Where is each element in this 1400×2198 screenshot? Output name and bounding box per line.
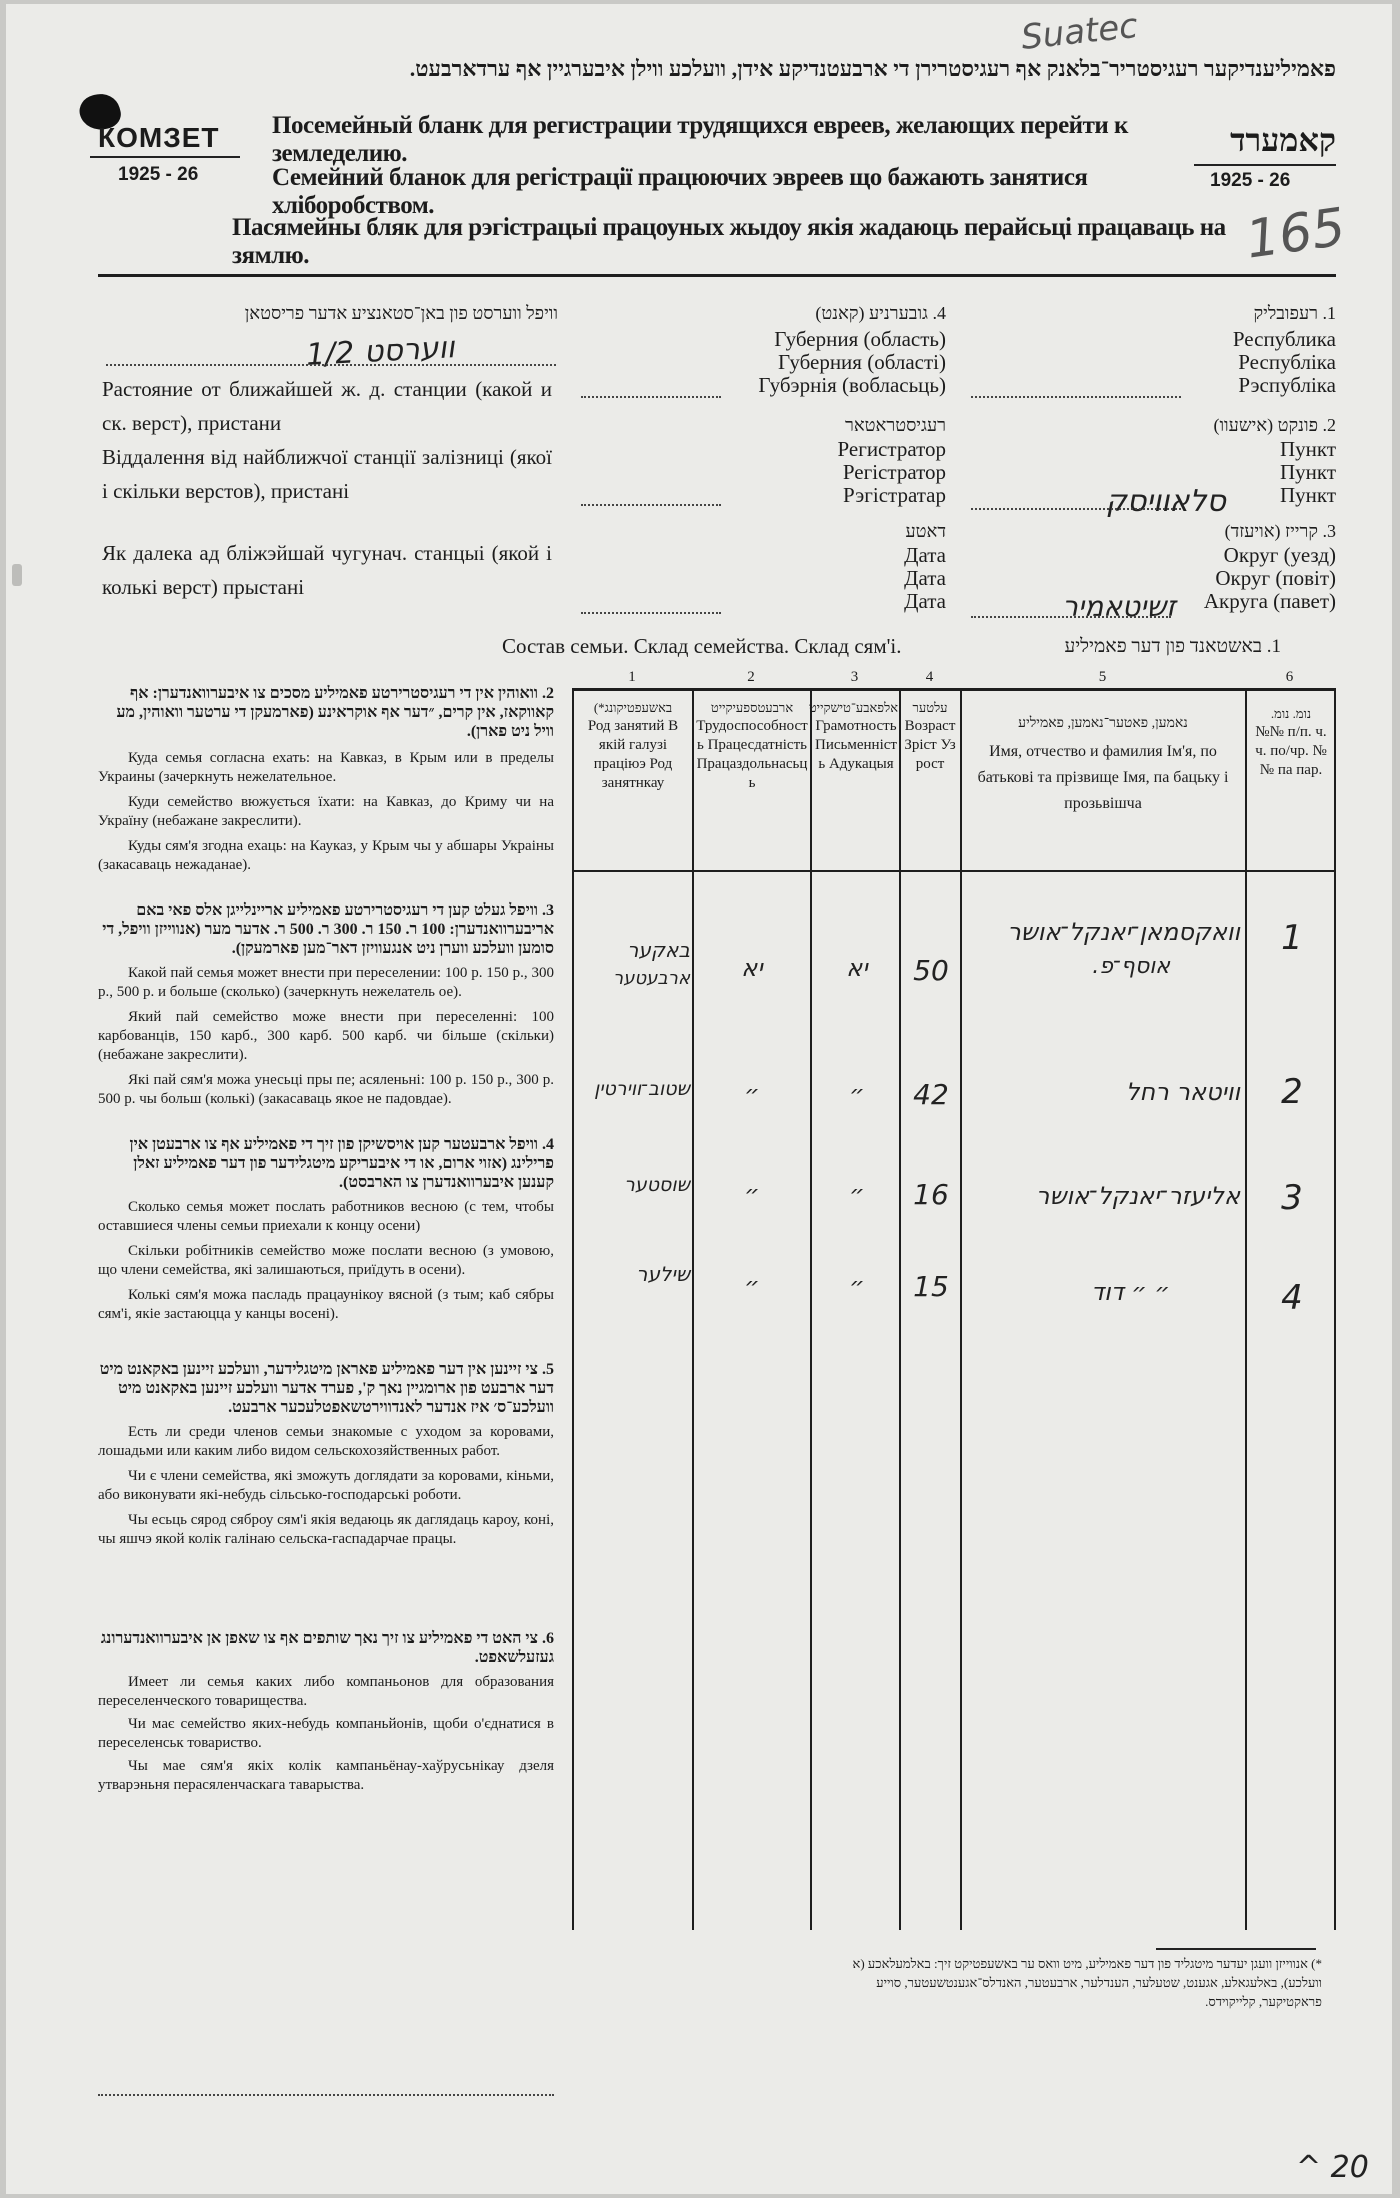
page-number: ^ 20 <box>1296 2150 1369 2185</box>
registrar-ru: Регистратор <box>837 437 946 461</box>
header-age: עלטער Возраст Зріст Узрост <box>904 700 956 772</box>
point-by: Пункт <box>1279 483 1336 507</box>
point-ru: Пункт <box>1279 437 1336 461</box>
binding-mark <box>12 564 22 586</box>
okrug-uk: Округ (повіт) <box>1215 566 1336 590</box>
question-3 <box>98 901 554 1109</box>
question-5-ru: Есть ли среди членов семьи знакомые с уходом за коровами, лошадьми или каким либо видом сельскохозяйственных работ. <box>98 1424 554 1459</box>
header-name: נאמען, פאטער־נאמען, פאמיליע Имя, отчество и фамилия Ім'я, по батькові та прізвище Імя, па бацьку і прозьвішча <box>977 716 1229 812</box>
document-page <box>6 4 1392 2194</box>
question-6-uk: Чи має семейство яких-небудь компаньйонів, щоби о'єднатися в переселенськ товариство. <box>98 1716 554 1751</box>
col-number: 6 <box>1285 669 1294 685</box>
question-2 <box>98 684 554 875</box>
question-3-by: Які пай сям'я можа унесьці пры пе; асяленьні: 100 р. 150 р., 300 р. 500 р. чы больш (колькі) (закасаваць якое не падовдае). <box>98 1072 554 1107</box>
question-3-yiddish: 3. וויפל געלט קען די רעגיסטרירטע פאמיליע אריינלייגן אלס פאי באם אריבערוואנדערן: 100 ר. 150 ר. 300 ר. 500 ר. אדער מער (אנווייזן וויפל, די סומען וועלכע ווערן ניט אנגעוויזן דאר־מען פארמעקן). <box>102 902 554 957</box>
header-number: נומ. נומ. №№ п/п. ч. ч. по/чр. №№ па пар. <box>1255 706 1327 778</box>
republic-uk: Республіка <box>1238 350 1336 374</box>
point-handwritten: סלאוויסק <box>1105 484 1226 519</box>
station-belarusian: Як далека ад бліжэйшай чугунач. станцыі (якой і колькі верст) прыстані <box>102 541 552 599</box>
family-table <box>572 669 1336 1930</box>
question-4 <box>98 1135 554 1324</box>
col-number: 1 <box>628 669 636 685</box>
station-handwritten: 1/2 ווערסט <box>305 330 456 373</box>
question-4-by: Колькі сям'я можа пасладь працаунікоу вясной (з тым; каб сябры сям'і, якіе застаюцца у канцы восені). <box>98 1287 554 1322</box>
yiddish-title: פאמיליענדיקער רעגיסטריר־בלאנק אף רעגיסטרירן די ארבעטנדיקע אידן, וועלכע ווילן איבערגיין אף ערדארבעט. <box>409 56 1336 81</box>
table-row: באקער ארבעטער יא יא 50 וואקסמאן־יאנקל־אושר אוסף־פ. 1 <box>613 918 1303 989</box>
header-occupation: באשעפטיקונג*) Род занятий В якій галузі праціюэ Род занятнкау <box>587 700 679 791</box>
question-5-by: Чы есьць сярод сяброу сям'і якія ведаюць як даглядаць кароу, коні, чы яшчэ якой колік галінаю сельска-гаспадарчае працы. <box>98 1512 554 1547</box>
date-by: Дата <box>904 589 946 613</box>
station-ukrainian: Віддалення від найближчої станції залізниці (якої і скільки верстов), пристані <box>102 445 552 503</box>
republic-by: Рэспубліка <box>1238 373 1336 397</box>
okrug-ru: Округ (уезд) <box>1223 543 1336 567</box>
family-section-title: Состав семьи. Склад семейства. Склад сям'і. <box>502 634 902 658</box>
footnote: *) אנווייזן וועגן יעדער מיטגליד פון דער פאמיליע, מיט וואס ער באשעפטיקט זיך: באלמעלאכע (א וועלכע), באלעגאלע, אגענט, שטעלער, הענדלער, ארבעטער, האנדלס־אגענטשעטער, סוייע פראקטיקער, קלייקוידס. <box>852 1956 1322 2009</box>
point-uk: Пункт <box>1279 460 1336 484</box>
family-section-title-yiddish: 1. באשטאנד פון דער פאמיליע <box>1064 636 1281 657</box>
republic-yiddish: 1. רעפובליק <box>1253 303 1336 323</box>
point-yiddish: 2. פונקט (אישעוו) <box>1213 415 1336 435</box>
station-russian: Растояние от ближайшей ж. д. станции (какой и ск. верст), пристани <box>102 377 552 435</box>
handwritten-number: 165 <box>1242 197 1349 271</box>
question-3-uk: Який пай семейство може внести при переселенні: 100 карбованців, 150 карб., 300 карб. 500 карб. чи більше (скільки) (небажане закреслити). <box>98 1009 554 1063</box>
question-4-ru: Сколько семья может послать работников весною (с тем, чтобы оставшиеся члены семьи приехали к концу осени) <box>98 1199 554 1234</box>
col-number: 3 <box>850 669 859 685</box>
col-number: 2 <box>747 669 755 685</box>
gubernia-uk: Губерния (області) <box>778 350 946 374</box>
header-literacy: אלפאבע־טישקייט Грамотность Письменність Адукацыя <box>808 700 898 772</box>
gubernia-ru: Губерния (область) <box>774 327 946 351</box>
komzet-year: 1925 - 26 <box>118 164 199 185</box>
republic-ru: Республика <box>1232 327 1336 351</box>
col-number: 4 <box>925 669 934 685</box>
question-6-yiddish: 6. צי האט די פאמיליע צו זיך נאך שותפים אף צו שאפן אן איבערוואנדערונג געזעלשאפט. <box>100 1630 554 1666</box>
komzet-logo: КОМЗЕТ <box>98 122 220 153</box>
col-number: 5 <box>1098 669 1107 685</box>
question-5-uk: Чи є члени семейства, які зможуть доглядати за коровами, кіньми, або виконувати які-небудь сільсько-господарські роботи. <box>98 1468 554 1503</box>
question-2-uk: Куди семейство вюжується їхати: на Кавказ, до Криму чи на Україну (небажане закреслити). <box>98 794 554 829</box>
question-4-yiddish: 4. וויפל ארבעטער קען אויסשיקן פון זיך די פאמיליע אף צו ארבעטן אין פרילינג (אזוי ארום, או די איבעריקע מיטגלידער פון דער פאמיליע זאלן קענען איבערוואנדערן צו הארבסט). <box>129 1136 554 1191</box>
handwritten-annotation: Suatec <box>1019 5 1140 59</box>
table-row: שטוב־ווירטין ״ ״ 42 וויטאר רחל 2 <box>594 1072 1303 1112</box>
question-5-yiddish: 5. צי זיינען אין דער פאמיליע פאראן מיטגלידער, וועלכע זיינען באקאנט מיט דער ארבעט פון ארומגיין נאך ק', פערד אדער וועלכע זיינען באקאנט מיט וועלכע־ס׳ איז אנדער לאנדווירטשאפטלעכער ארבעט. <box>99 1361 554 1416</box>
question-2-by: Куды сям'я згодна ехаць: на Кауказ, у Крым чы у абшары Украіны (закасаваць нежаданае). <box>98 838 554 873</box>
question-2-yiddish: 2. וואוהין אין די רעגיסטרירטע פאמיליע מסכים צו איבערוואנדערן: אף קאווקאז, אין קרים, ״דער אף אוקראינע (פארמעקן די ערטער וואוהין, מע וויל ניט פארן). <box>116 685 554 740</box>
date-yiddish: דאטע <box>905 521 946 541</box>
station-yiddish: וויפל ווערסט פון באן־סטאנציע אדער פריסטאן <box>244 303 558 323</box>
table-row: שילער ״ ״ 15 ״ ״ דוד 4 <box>636 1262 1303 1318</box>
registrar-by: Рэгістратар <box>843 483 946 507</box>
question-2-ru: Куда семья согласна ехать: на Кавказ, в Крым или в пределы Украины (зачеркнуть нежелательное. <box>98 750 554 785</box>
registrar-uk: Регістратор <box>842 460 946 484</box>
date-ru: Дата <box>904 543 946 567</box>
russian-title: Посемейный бланк для регистрации трудящихся евреев, желающих перейти к земледелию. <box>272 112 1128 167</box>
right-year: 1925 - 26 <box>1210 170 1291 191</box>
registrar-yiddish: רעגיסטראטאר <box>845 415 946 435</box>
gubernia-by: Губэрнія (вобласьць) <box>758 373 946 397</box>
question-6-ru: Имеет ли семья каких либо компаньонов для образования переселенческого товарищества. <box>98 1674 554 1709</box>
gubernia-yiddish: 4. גובערניע (קאנט) <box>815 303 946 323</box>
ukrainian-title: Семейний бланок для регістрації працюючих эвреев що бажають занятися хліборобством. <box>272 164 1088 219</box>
okrug-handwritten: זשיטאמיר <box>1062 590 1176 623</box>
date-uk: Дата <box>904 566 946 590</box>
okrug-by: Акруга (павет) <box>1203 589 1336 613</box>
okrug-yiddish: 3. קרייז (אויעזד) <box>1224 521 1336 541</box>
question-5 <box>98 1360 554 1549</box>
questions-column <box>98 684 554 1795</box>
header-ability: ארבעטספעיקייט Трудоспособность Працесдатність Працаздольнасьць <box>696 700 808 791</box>
table-row: שוסטער ״ ״ 16 אליעזר־יאנקל־אושר 3 <box>624 1174 1303 1218</box>
question-6-by: Чы мае сям'я якіх колік кампаньёнау-хаўрусьнікау дзеля утварэньня перасяленчаскага таварыства. <box>98 1758 554 1793</box>
right-logo: קאמערד <box>1230 122 1336 158</box>
belarusian-title: Пасямейны бляк для рэгістрацыі працоуных жыдоу якія жадаюць перайсьці працаваць на зямлю. <box>232 214 1226 269</box>
question-3-ru: Какой пай семья может внести при переселении: 100 р. 150 р., 300 р., 500 р. и больше (сколько) (зачеркнуть нежелатель ое). <box>98 965 554 1000</box>
question-6 <box>98 1629 554 1795</box>
question-4-uk: Скільки робітників семейство може послати весною (з умовою, що члени семейства, які залишаються, приїдуть в осени). <box>98 1243 554 1278</box>
